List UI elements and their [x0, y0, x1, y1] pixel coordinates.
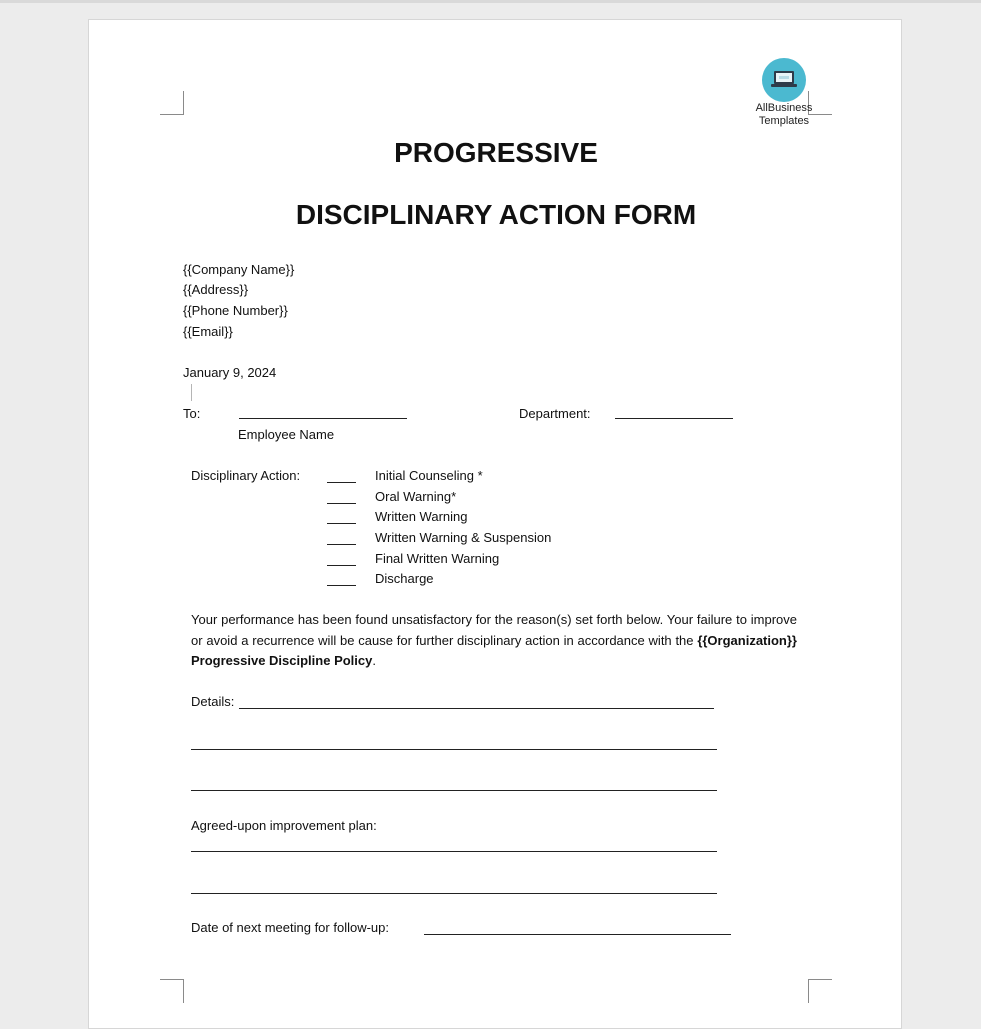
top-edge — [0, 0, 981, 3]
department-line[interactable] — [615, 418, 733, 419]
performance-paragraph — [191, 610, 797, 672]
form-title-line2: DISCIPLINARY ACTION FORM — [295, 199, 697, 230]
action-option: Final Written Warning — [375, 551, 500, 566]
crop-mark-bottom-left — [183, 979, 184, 1003]
laptop-icon — [762, 58, 806, 102]
form-title-line1: PROGRESSIVE — [394, 137, 598, 168]
paragraph-end: . — [372, 653, 376, 668]
action-option: Oral Warning* — [375, 489, 457, 504]
logo-text-line1: AllBusiness — [755, 102, 813, 114]
action-checkbox-line[interactable] — [327, 503, 356, 504]
employee-name-line[interactable] — [239, 418, 407, 419]
logo-text-line2: Templates — [758, 115, 810, 127]
improvement-plan-line[interactable] — [191, 893, 717, 894]
crop-mark-bottom-right — [808, 979, 809, 1003]
details-line[interactable] — [239, 708, 714, 709]
action-option: Written Warning & Suspension — [375, 530, 552, 545]
employee-name-caption: Employee Name — [238, 427, 335, 442]
disciplinary-action-label: Disciplinary Action: — [191, 468, 301, 483]
document-page — [88, 19, 902, 1029]
action-checkbox-line[interactable] — [327, 585, 356, 586]
action-checkbox-line[interactable] — [327, 544, 356, 545]
text-cursor — [191, 384, 192, 401]
action-option: Initial Counseling * — [375, 468, 483, 483]
department-label: Department: — [519, 406, 591, 421]
action-checkbox-line[interactable] — [327, 482, 356, 483]
details-line[interactable] — [191, 749, 717, 750]
policy-name: {{Organization}} Progressive Discipline Policy — [191, 632, 797, 668]
logo-text — [751, 102, 817, 128]
crop-mark-top-left — [183, 91, 184, 115]
company-name: {{Company Name}} — [183, 262, 295, 277]
details-label: Details: — [191, 694, 235, 709]
company-phone: {{Phone Number}} — [183, 303, 288, 318]
crop-mark-bottom-left — [160, 979, 184, 980]
company-email: {{Email}} — [183, 324, 233, 339]
crop-mark-bottom-right — [808, 979, 832, 980]
company-address: {{Address}} — [183, 282, 249, 297]
letter-date: January 9, 2024 — [183, 365, 277, 380]
paragraph-text: Your performance has been found unsatisfactory for the reason(s) set forth below. Your failure to improve or avoid a recurrence will be cause for further disciplinary action in accordance with the — [191, 612, 797, 648]
action-option: Discharge — [375, 571, 434, 586]
follow-up-label: Date of next meeting for follow-up: — [191, 920, 389, 935]
action-option: Written Warning — [375, 509, 468, 524]
improvement-plan-label: Agreed-upon improvement plan: — [191, 818, 377, 833]
action-checkbox-line[interactable] — [327, 523, 356, 524]
action-checkbox-line[interactable] — [327, 565, 356, 566]
crop-mark-top-left — [160, 114, 184, 115]
follow-up-date-line[interactable] — [424, 934, 731, 935]
details-line[interactable] — [191, 790, 717, 791]
logo-badge — [762, 58, 806, 102]
improvement-plan-line[interactable] — [191, 851, 717, 852]
to-label: To: — [183, 406, 201, 421]
